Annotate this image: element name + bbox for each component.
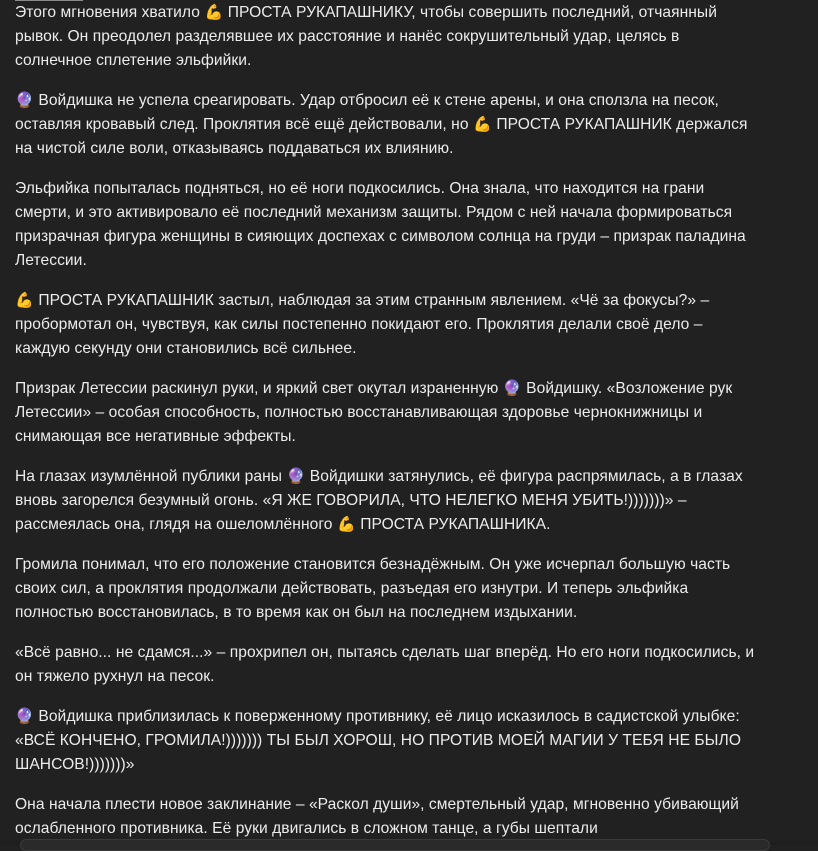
paragraph-text: Войдишку. «Возложение рук Летессии» – особая способность, полностью восстанавливающая здоровье чернокнижницы и снимающая все негативные эффекты. bbox=[15, 380, 733, 445]
paragraph-text: ПРОСТА РУКАПАШНИК застыл, наблюдая за этим странным явлением. «Чё за фокусы?» – пробормотал он, чувствуя, как силы постепенно покидают его. Проклятия делали своё дело – каждую секунду они становились всё сильнее. bbox=[15, 292, 710, 357]
crystal-ball-icon: 🔮 bbox=[502, 380, 522, 397]
paragraph-text: ПРОСТА РУКАПАШНИКУ, чтобы совершить последний, отчаянный рывок. Он преодолел разделявшее их расстояние и нанёс сокрушительный удар, целясь в солнечное сплетение эльфийки. bbox=[15, 4, 717, 69]
flexed-biceps-icon: 💪 bbox=[15, 292, 34, 309]
story-paragraph bbox=[15, 465, 760, 537]
paragraph-text: Войдишки затянулись, её фигура распрямилась, а в глазах вновь загорелся безумный огонь. «Я ЖЕ ГОВОРИЛА, ЧТО НЕЛЕГКО МЕНЯ УБИТЬ!)))))))» – рассмеялась она, глядя на ошеломлённого bbox=[15, 468, 743, 533]
paragraph-text: Этого мгновения хватило bbox=[15, 4, 205, 21]
flexed-biceps-icon: 💪 bbox=[336, 516, 356, 533]
crystal-ball-icon: 🔮 bbox=[15, 708, 34, 725]
paragraph-text: Войдишка не успела среагировать. Удар отбросил её к стене арены, и она сползла на песок, оставляя кровавый след. Проклятия всё ещё действовали, но bbox=[15, 92, 719, 133]
story-paragraph bbox=[15, 377, 760, 449]
story-paragraph bbox=[15, 553, 760, 625]
crystal-ball-icon: 🔮 bbox=[286, 468, 306, 485]
paragraph-text: «Всё равно... не сдамся...» – прохрипел он, пытаясь сделать шаг вперёд. Но его ноги подкосились, и он тяжело рухнул на песок. bbox=[15, 644, 755, 685]
story-paragraph bbox=[15, 89, 760, 161]
paragraph-text: Эльфийка попыталась подняться, но её ноги подкосились. Она знала, что находится на грани смерти, и это активировало её последний механизм защиты. Рядом с ней начала формироваться призрачная фигура женщины в сияющих доспехах с символом солнца на груди – призрак паладина Летессии. bbox=[15, 180, 746, 269]
paragraph-text: Призрак Летессии раскинул руки, и яркий свет окутал израненную bbox=[15, 380, 503, 397]
paragraph-text: ПРОСТА РУКАПАШНИК держался на чистой силе воли, отказываясь поддаваться их влиянию. bbox=[15, 116, 748, 157]
flexed-biceps-icon: 💪 bbox=[473, 116, 492, 133]
crystal-ball-icon: 🔮 bbox=[15, 92, 34, 109]
paragraph-text: Войдишка приблизилась к поверженному противнику, её лицо исказилось в садистской улыбке: «ВСЁ КОНЧЕНО, ГРОМИЛА!))))))) ТЫ БЫЛ ХОРОШ, НО ПРОТИВ МОЕЙ МАГИИ У ТЕБЯ НЕ БЫЛО ШАНСОВ!)))))))» bbox=[15, 708, 741, 773]
story-paragraph bbox=[15, 641, 760, 689]
story-paragraph bbox=[15, 289, 760, 361]
paragraph-text: Громила понимал, что его положение становится безнадёжным. Он уже исчерпал большую часть своих сил, а проклятия продолжали действовать, разъедая его изнутри. И теперь эльфийка полностью восстановилась, в то время как он был на последнем издыхании. bbox=[15, 556, 731, 621]
paragraph-text: ПРОСТА РУКАПАШНИКА. bbox=[355, 516, 551, 533]
story-paragraph bbox=[15, 705, 760, 777]
message-composer-edge[interactable] bbox=[20, 839, 770, 851]
paragraph-text: Она начала плести новое заклинание – «Раскол души», смертельный удар, мгновенно убивающий ослабленного противника. Её руки двигались в сложном танце, а губы шептали bbox=[15, 796, 739, 837]
flexed-biceps-icon: 💪 bbox=[204, 4, 224, 21]
story-paragraph bbox=[15, 793, 760, 841]
story-paragraph bbox=[15, 1, 760, 73]
assistant-message-text bbox=[15, 1, 760, 845]
story-paragraph bbox=[15, 177, 760, 273]
paragraph-text: На глазах изумлённой публики раны bbox=[15, 468, 287, 485]
